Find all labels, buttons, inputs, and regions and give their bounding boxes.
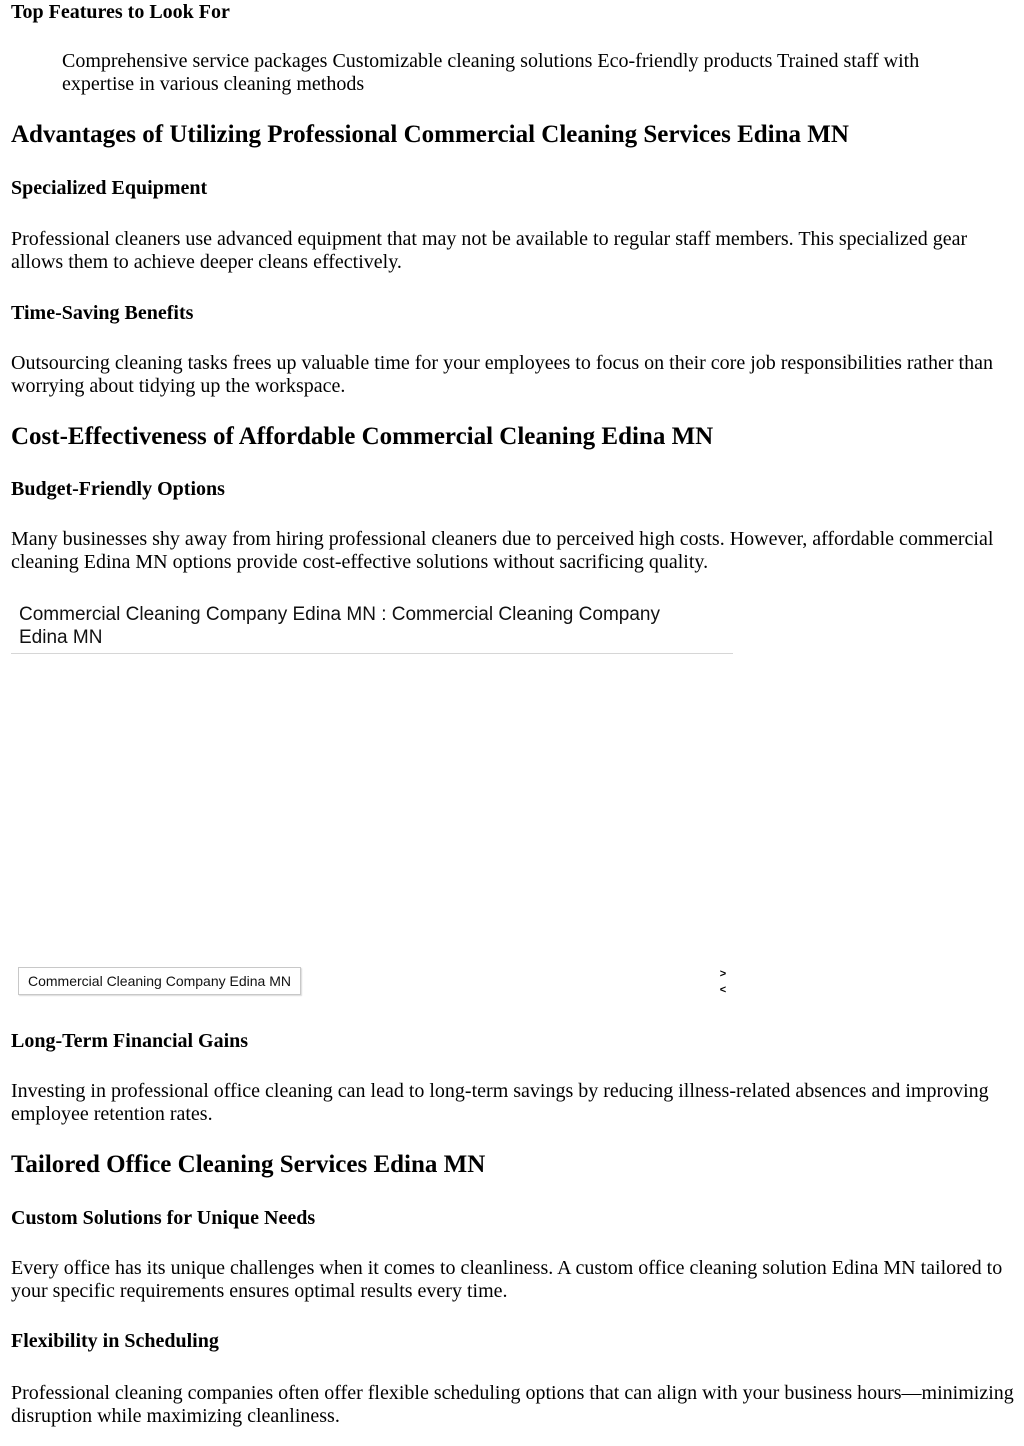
cost-heading: Cost-Effectiveness of Affordable Commercial Cleaning Edina MN (11, 423, 714, 450)
time-heading: Time-Saving Benefits (11, 302, 194, 324)
top-features-heading: Top Features to Look For (11, 1, 230, 23)
embed-nav (717, 966, 729, 998)
equipment-text: Professional cleaners use advanced equipment that may not be available to regular staff members. This specialized gear allows them to achieve deeper cleans effectively. (11, 228, 968, 273)
longterm-text: Investing in professional office cleaning can lead to long-term savings by reducing illness-related absences and improving employee retention rates. (11, 1080, 989, 1125)
custom-text: Every office has its unique challenges when it comes to cleanliness. A custom office cleaning solution Edina MN tailored to your specific requirements ensures optimal results every time. (11, 1257, 1003, 1302)
equipment-heading: Specialized Equipment (11, 177, 208, 199)
budget-heading: Budget-Friendly Options (11, 478, 225, 500)
tailored-heading: Tailored Office Cleaning Services Edina MN (11, 1151, 486, 1178)
top-features-text: Comprehensive service packages Customizable cleaning solutions Eco-friendly products Trained staff with expertise in various cleaning methods (62, 50, 920, 95)
custom-heading: Custom Solutions for Unique Needs (11, 1207, 316, 1229)
time-text: Outsourcing cleaning tasks frees up valuable time for your employees to focus on their core job responsibilities rather than worrying about tidying up the workspace. (11, 352, 993, 397)
embed-title[interactable]: Commercial Cleaning Company Edina MN : Commercial Cleaning Company Edina MN (19, 604, 660, 648)
advantages-heading: Advantages of Utilizing Professional Commercial Cleaning Services Edina MN (11, 121, 849, 148)
embedded-widget[interactable] (11, 596, 733, 1002)
embed-divider (11, 653, 733, 654)
flex-heading: Flexibility in Scheduling (11, 1330, 219, 1352)
prev-arrow-icon[interactable]: < (719, 984, 727, 996)
flex-text: Professional cleaning companies often offer flexible scheduling options that can align with your business hours—minimizing disruption while maximizing cleanliness. (11, 1382, 1014, 1427)
longterm-heading: Long-Term Financial Gains (11, 1030, 249, 1052)
next-arrow-icon[interactable]: > (719, 968, 727, 980)
budget-text: Many businesses shy away from hiring professional cleaners due to perceived high costs. However, affordable commercial cleaning Edina MN options provide cost-effective solutions without sacrificing quality. (11, 528, 994, 573)
embed-tab[interactable]: Commercial Cleaning Company Edina MN (18, 967, 301, 995)
